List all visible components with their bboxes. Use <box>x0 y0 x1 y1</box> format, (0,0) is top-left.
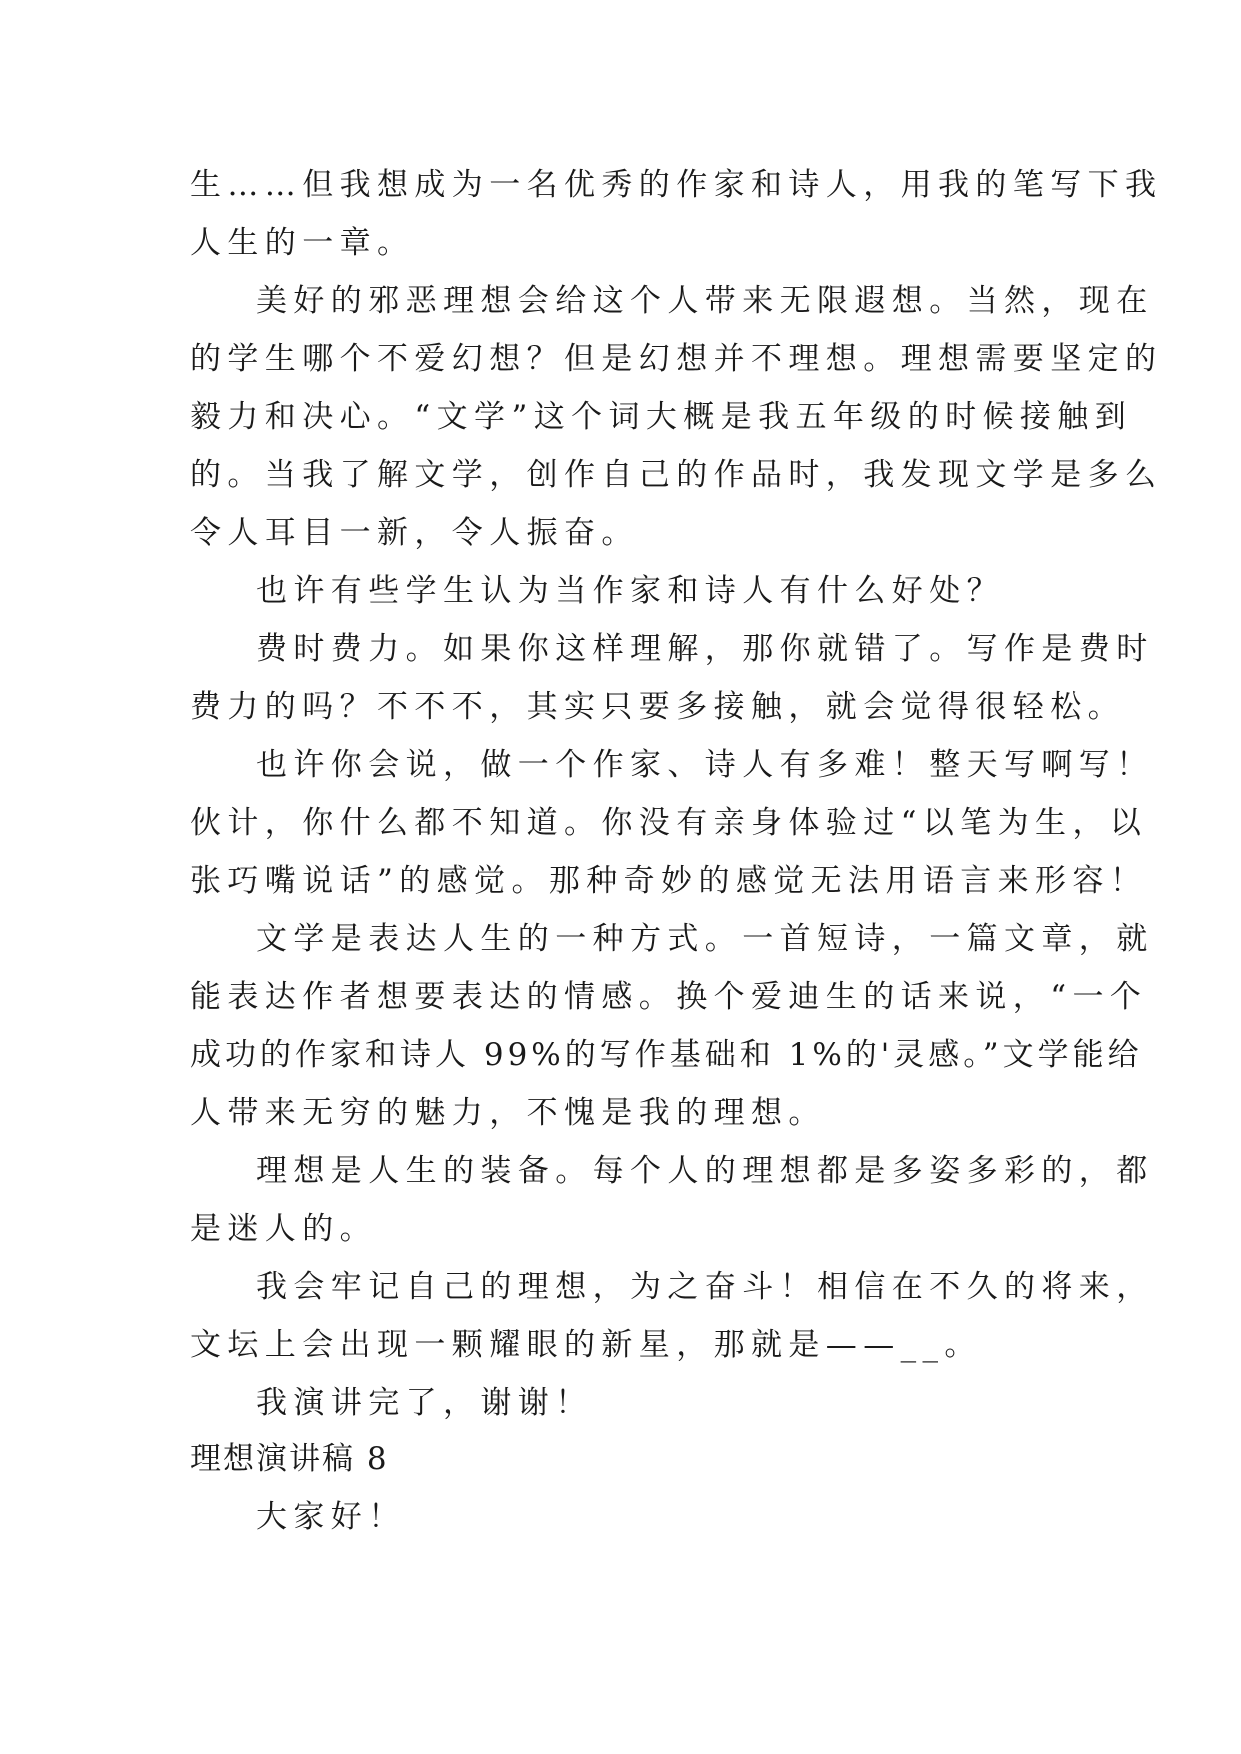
paragraph-first-line: 文学是表达人生的一种方式。一首短诗，一篇文章，就 <box>256 921 1154 957</box>
section-heading: 理想演讲稿 8 <box>190 1441 389 1477</box>
paragraph-first-line: 费时费力。如果你这样理解，那你就错了。写作是费时 <box>256 631 1154 667</box>
body-text-line: 是迷人的。 <box>190 1211 377 1247</box>
body-text-line: 毅力和决心。“文学”这个词大概是我五年级的时候接触到 <box>190 399 1133 435</box>
body-text-line: 成功的作家和诗人 99%的写作基础和 1%的'灵感。”文学能给 <box>190 1037 1143 1073</box>
body-text-line: 伙计，你什么都不知道。你没有亲身体验过“以笔为生，以 <box>190 805 1148 841</box>
body-text-line: 的。当我了解文学，创作自己的作品时，我发现文学是多么 <box>190 457 1163 493</box>
paragraph-first-line: 我演讲完了，谢谢！ <box>256 1385 593 1421</box>
paragraph-first-line: 美好的邪恶理想会给这个人带来无限遐想。当然，现在 <box>256 283 1154 319</box>
body-text-line: 张巧嘴说话”的感觉。那种奇妙的感觉无法用语言来形容！ <box>190 863 1148 899</box>
paragraph-first-line: 也许有些学生认为当作家和诗人有什么好处？ <box>256 573 1004 609</box>
body-text-line: 能表达作者想要表达的情感。换个爱迪生的话来说，“一个 <box>190 979 1148 1015</box>
paragraph-first-line: 我会牢记自己的理想，为之奋斗！相信在不久的将来， <box>256 1269 1154 1305</box>
paragraph-first-line: 也许你会说，做一个作家、诗人有多难！整天写啊写！ <box>256 747 1154 783</box>
body-text-line: 的学生哪个不爱幻想？但是幻想并不理想。理想需要坚定的 <box>190 341 1163 377</box>
paragraph-first-line: 理想是人生的装备。每个人的理想都是多姿多彩的，都 <box>256 1153 1154 1189</box>
body-text-line: 令人耳目一新，令人振奋。 <box>190 515 639 551</box>
body-text-line: 生……但我想成为一名优秀的作家和诗人，用我的笔写下我 <box>190 167 1163 203</box>
body-text-line: 文坛上会出现一颗耀眼的新星，那就是——__。 <box>190 1327 982 1363</box>
paragraph-first-line: 大家好！ <box>256 1499 406 1535</box>
body-text-line: 人生的一章。 <box>190 225 415 261</box>
body-text-line: 人带来无穷的魅力，不愧是我的理想。 <box>190 1095 826 1131</box>
body-text-line: 费力的吗？不不不，其实只要多接触，就会觉得很轻松。 <box>190 689 1125 725</box>
